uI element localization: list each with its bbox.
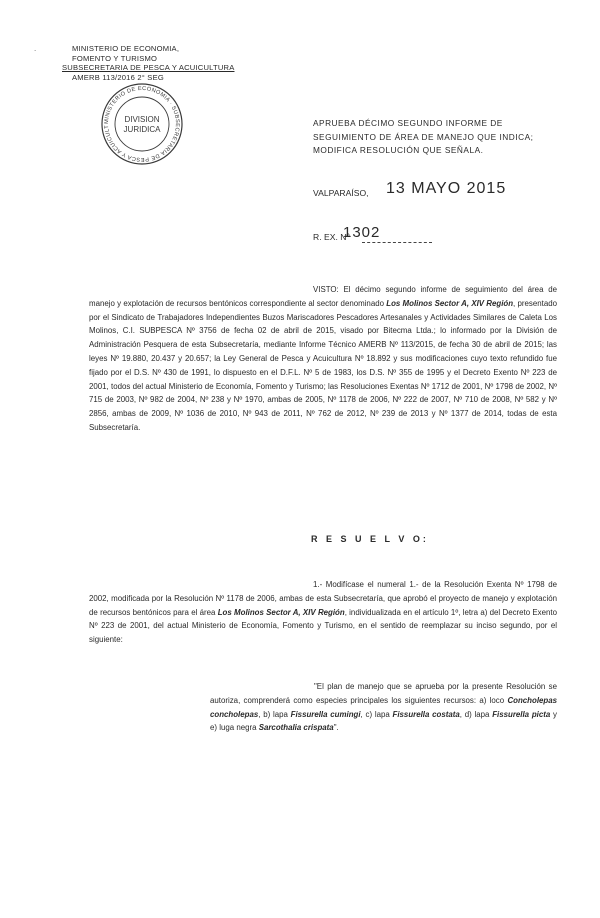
document-subject: APRUEBA DÉCIMO SEGUNDO INFORME DE SEGUIMIENTO DE ÁREA DE MANEJO QUE INDICA; MODIFICA RESOLUCIÓN QUE SEÑALA. xyxy=(313,118,534,155)
margin-mark: . xyxy=(34,44,37,53)
species-fissurella-costata: Fissurella costata xyxy=(392,709,460,719)
letterhead-ministry-2: FOMENTO Y TURISMO xyxy=(72,53,158,63)
visto-sector-name: Los Molinos Sector A, XIV Región xyxy=(386,298,514,308)
stamp-ring-text: MINISTERIO DE ECONOMIA · SUBSECRETARIA DE PESCA Y ACUICULT xyxy=(103,85,181,163)
visto-paragraph xyxy=(89,283,557,435)
stamp-center-line2: JURIDICA xyxy=(123,125,161,134)
quote-end: ". xyxy=(333,723,339,733)
resolution-number-underline xyxy=(362,242,432,243)
visto-body: , presentado por el Sindicato de Trabajadores Independientes Buzos Mariscadores Pescadores Artesanales y Actividades Similares de Caleta Los Molinos, C.I. SUBPESCA Nº 3756 de fecha 02 de abril de 2015, visado por Bitecma Ltda.; lo informado por la División de Administración Pesquera de esta Subsecretaría, mediante Informe Técnico AMERB Nº 113/2015, de fecha 30 de abril de 2015; las leyes Nº 19.880, 20.437 y 20.657; la Ley General de Pesca y Acuicultura Nº 18.892 y sus modificaciones cuyo texto refundido fue fijado por el D.S. Nº 430 de 1991, lo dispuesto en el D.F.L. Nº 5 de 1983, los D.S. Nº 355 de 1995 y el Decreto Exento Nº 223 de 2001, todos del actual Ministerio de Economía, Fomento y Turismo; las Resoluciones Exentas Nº 1712 de 2001, Nº 1798 de 2002, Nº 715 de 2003, Nº 982 de 2004, Nº 238 y Nº 1970, ambas de 2005, Nº 1178 de 2006, Nº 222 de 2007, Nº 710 de 2008, Nº 582 y Nº 2856, ambas de 2009, Nº 1036 de 2010, Nº 943 de 2011, Nº 762 de 2012, Nº 239 de 2013 y Nº 1377 de 2014, todas de esta Subsecretaría. xyxy=(89,298,557,432)
quote-mid-2: , c) lapa xyxy=(360,709,393,719)
quote-mid-1: , b) lapa xyxy=(258,709,291,719)
quote-mid-3: , d) lapa xyxy=(459,709,493,719)
species-concholepas: Concholepas concholepas xyxy=(210,695,557,719)
species-fissurella-cumingi: Fissurella cumingi xyxy=(290,709,361,719)
resolution-number: 1302 xyxy=(343,224,381,241)
place-label: VALPARAÍSO, xyxy=(313,188,369,198)
letterhead xyxy=(62,44,234,82)
stamp-center-line1: DIVISION xyxy=(124,115,160,124)
replacement-text-quote xyxy=(210,680,557,735)
article-lead: 1.- Modifícase el numeral 1.- de la Resolución Exenta Nº 1798 de 2002, modificada por la Resolución Nº 1178 de 2006, ambas de esta Subsecretaría, que aprobó el proyecto de manejo y explotación de recursos bentónicos para el área xyxy=(89,580,557,617)
visto-lead: VISTO: El décimo segundo informe de seguimiento del área de manejo y explotación de recursos bentónicos correspondiente al sector denominado xyxy=(89,285,557,308)
division-juridica-stamp xyxy=(100,82,184,166)
resolution-article-1 xyxy=(89,578,557,647)
species-sarcothalia-crispata: Sarcothalia crispata xyxy=(258,723,334,733)
article-body: , individualizada en el artículo 1º, letra a) del Decreto Exento Nº 223 de 2001, del actual Ministerio de Economía, Fomento y Turismo, en el sentido de reemplazar su inciso segundo, por el siguiente: xyxy=(89,607,557,645)
letterhead-reference: AMERB 113/2016 2° SEG xyxy=(72,72,164,82)
letterhead-subsecretaria: SUBSECRETARIA DE PESCA Y ACUICULTURA xyxy=(62,63,235,73)
species-fissurella-picta: Fissurella picta xyxy=(492,709,551,719)
stamp-seal xyxy=(100,82,184,166)
article-sector-name: Los Molinos Sector A, XIV Región xyxy=(217,607,345,617)
document-date: 13 MAYO 2015 xyxy=(386,180,507,197)
letterhead-ministry: MINISTERIO DE ECONOMIA, xyxy=(72,44,180,53)
quote-lead: "El plan de manejo que se aprueba por la presente Resolución se autoriza, comprenderá como especies principales los siguientes recursos: a) loco xyxy=(210,682,557,705)
quote-mid-4: y e) luga negra xyxy=(210,709,557,733)
resolution-number-label: R. EX. Nº xyxy=(313,232,350,242)
resuelvo-heading: R E S U E L V O: xyxy=(311,534,429,544)
